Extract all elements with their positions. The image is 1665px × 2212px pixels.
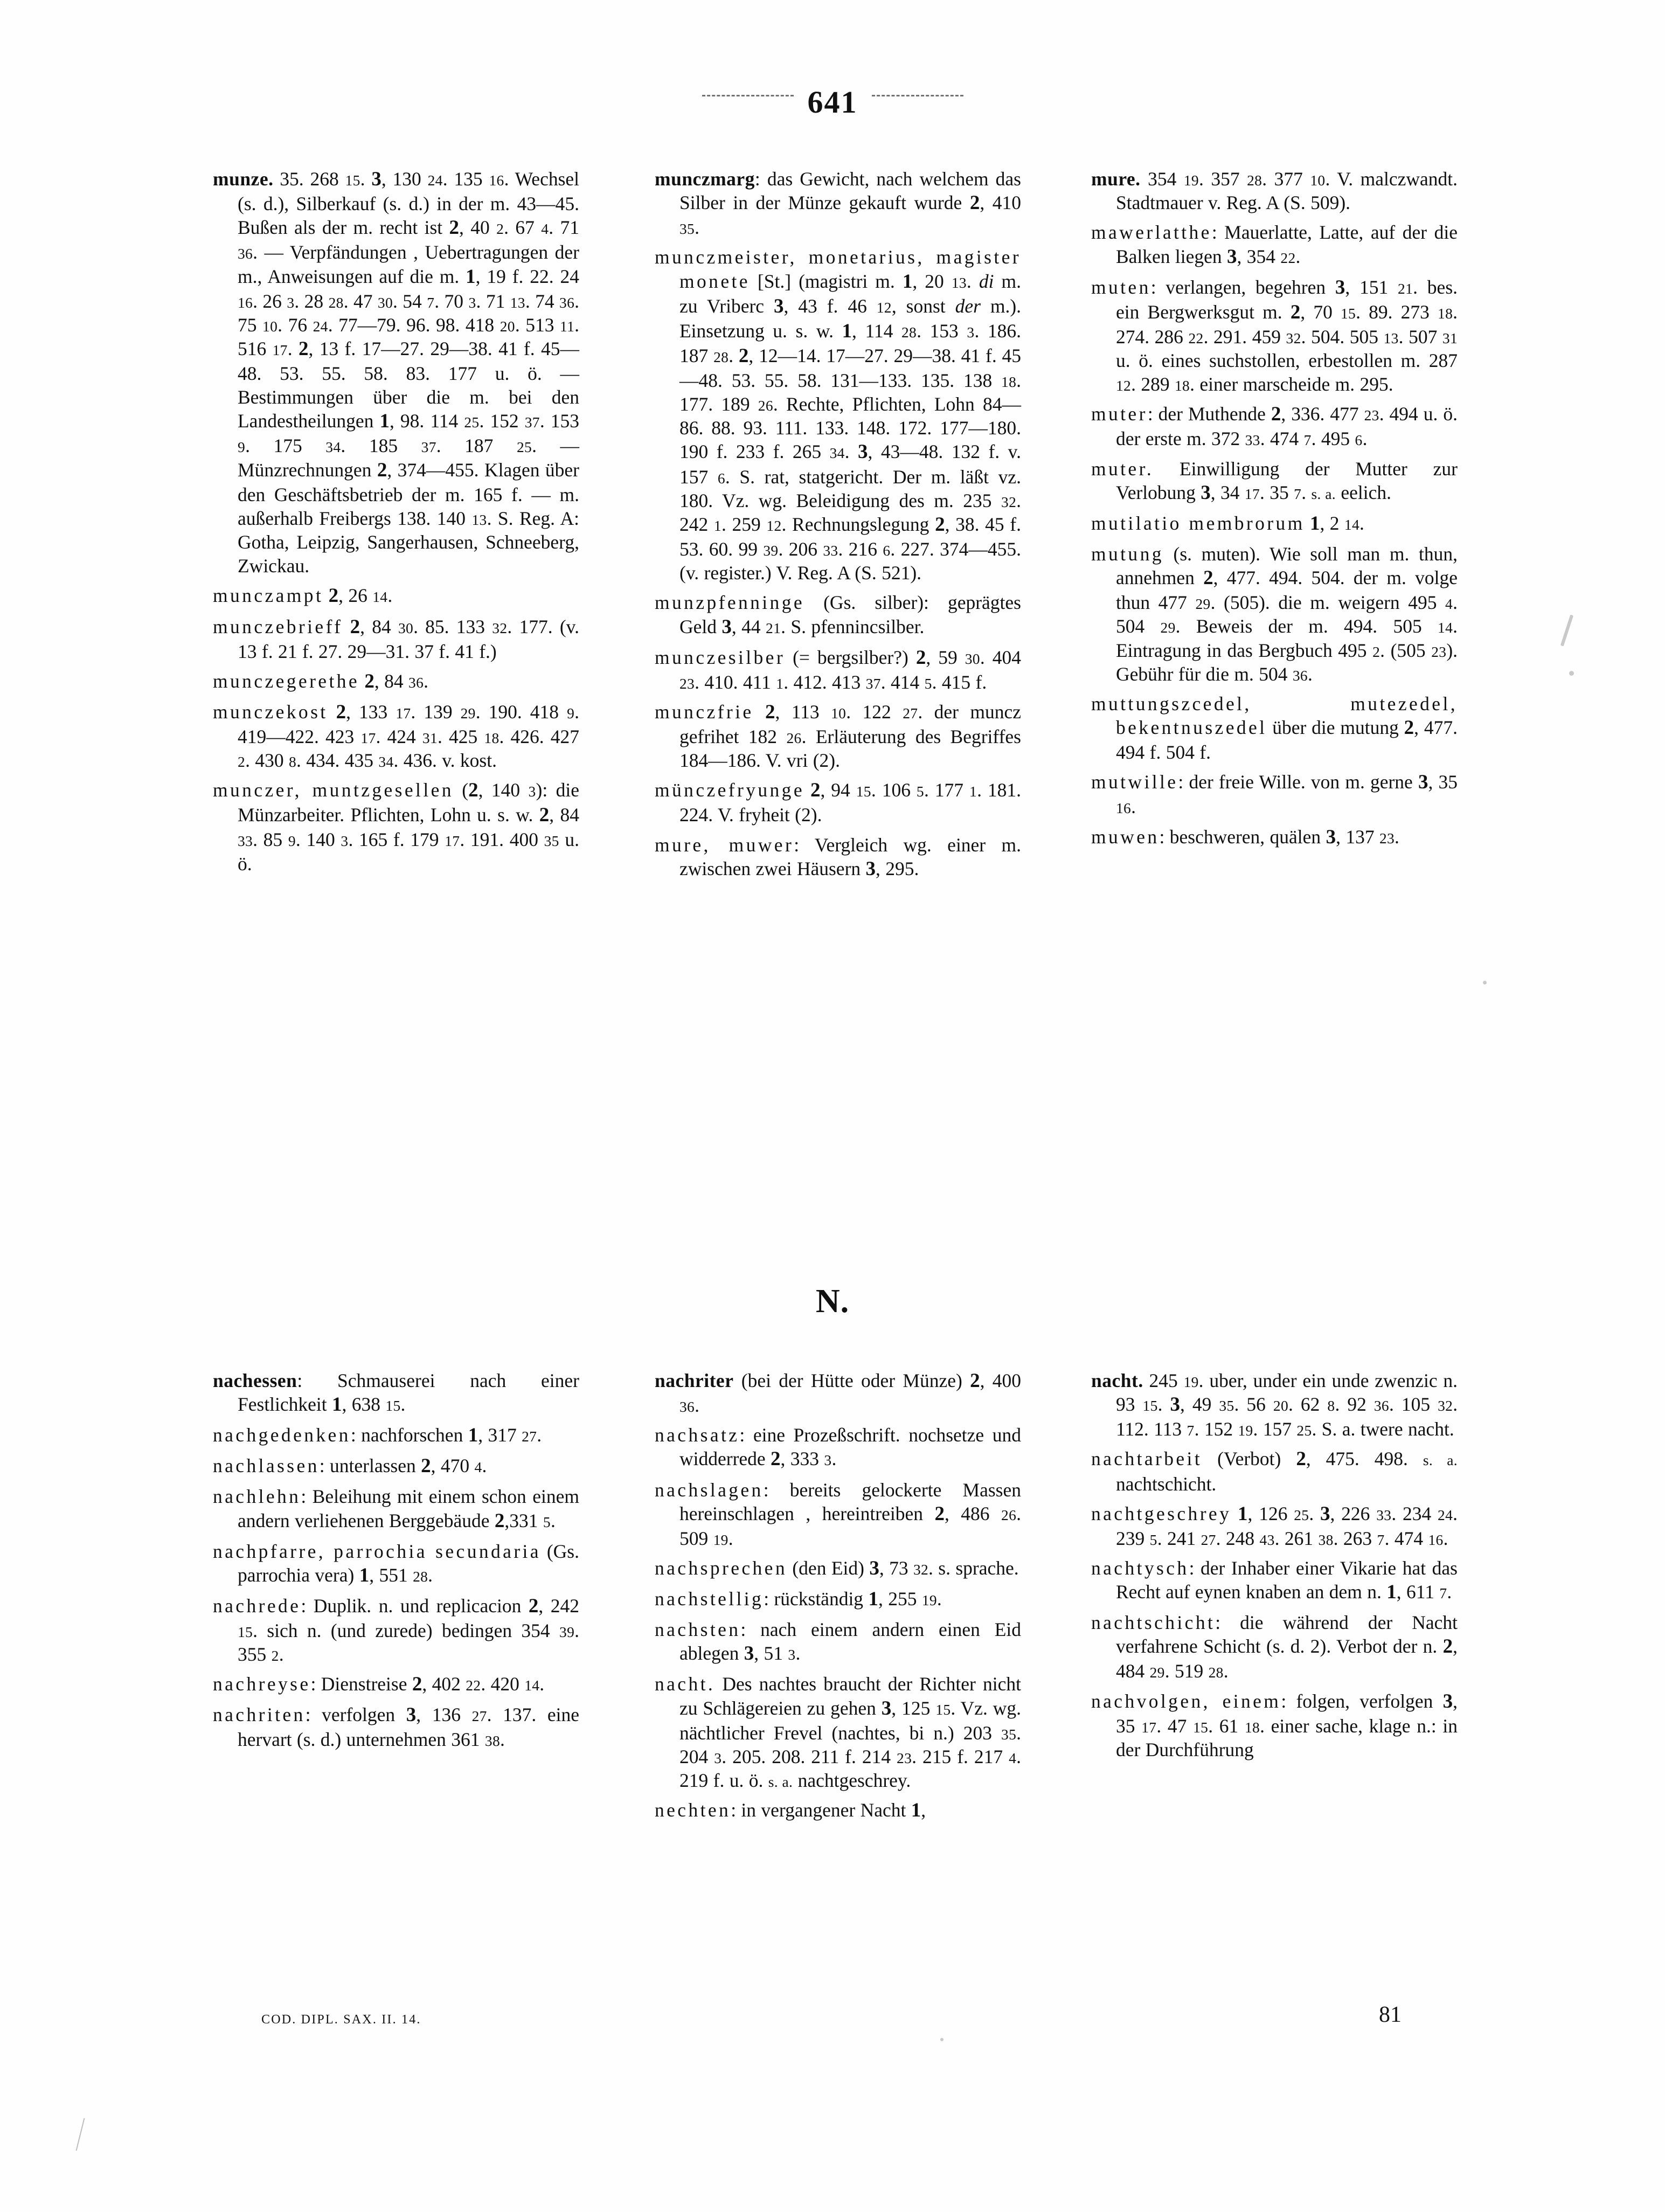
dictionary-entry	[655, 1618, 1021, 1666]
dictionary-entry	[1091, 275, 1458, 397]
entry-references: 2, 84 36.	[364, 670, 429, 692]
dictionary-entry	[213, 1594, 579, 1666]
dictionary-entry	[655, 646, 1021, 694]
entry-references: 2, 94 15. 106 5. 177 1. 181. 224. V. fryheit (2).	[679, 779, 1022, 826]
entry-headword: nachsten	[655, 1619, 741, 1641]
dictionary-entry	[655, 700, 1021, 772]
scan-speck	[1569, 671, 1574, 676]
entry-headword: muter	[1091, 403, 1148, 425]
entry-headword: nachtschicht	[1091, 1612, 1216, 1634]
section-letter-heading: N.	[815, 1283, 850, 1320]
entry-headword: nachessen	[213, 1370, 297, 1391]
column-3	[1091, 167, 1458, 850]
dictionary-entry	[213, 1672, 579, 1697]
entry-references: : Schmauserei nach einer Festlichkeit 1, 638 15.	[238, 1370, 579, 1416]
entry-references: : die während der Nacht verfahrene Schicht (s. d. 2). Verbot der n. 2, 484 29. 519 28.	[1116, 1612, 1458, 1682]
dictionary-entry	[655, 1798, 1021, 1823]
dictionary-entry	[1091, 511, 1458, 536]
entry-headword: munczesilber	[655, 646, 786, 668]
entry-references: (= bergsilber?) 2, 59 30. 404 23. 410. 411 1. 412. 413 37. 414 5. 415 f.	[679, 646, 1021, 693]
entry-references: 245 19. uber, under ein unde zwenzic n. 93 15. 3, 49 35. 56 20. 62 8. 92 36. 105 32. 112. 113 7. 152 19. 157 25. S. a. twere nacht.	[1116, 1370, 1458, 1440]
entry-references: 2, 84 30. 85. 133 32. 177. (v. 13 f. 21 f. 27. 29—31. 37 f. 41 f.)	[238, 615, 579, 662]
entry-references: : der freie Wille. von m. gerne 3, 35 16.	[1116, 771, 1458, 818]
entry-headword: nachstellig	[655, 1588, 764, 1610]
entry-references: : nachforschen 1, 317 27.	[350, 1424, 542, 1447]
entry-references: : der Muthende 2, 336. 477 23. 494 u. ö. der erste m. 372 33. 474 7. 495 6.	[1116, 403, 1458, 450]
entry-references: : Duplik. n. und replicacion 2, 242 15. sich n. (und zurede) bedingen 354 39. 355 2.	[238, 1594, 579, 1666]
dictionary-entry	[655, 245, 1021, 585]
head-rule-right	[872, 95, 963, 96]
page-number: 641	[807, 85, 858, 120]
entry-headword: munczebrieff	[213, 615, 343, 637]
entry-headword: nachreyse	[213, 1673, 311, 1695]
entry-headword: nachsprechen	[655, 1557, 787, 1579]
dictionary-entry	[655, 833, 1021, 882]
scan-speck	[1560, 615, 1573, 647]
entry-headword: nacht.	[1091, 1370, 1143, 1391]
folio-number: 81	[1379, 2002, 1402, 2027]
entry-headword: nachtarbeit	[1091, 1448, 1203, 1470]
entry-references: : der Inhaber einer Vikarie hat das Recht auf eynen knaben an dem n. 1, 611 7.	[1116, 1557, 1458, 1604]
entry-references: : Dienstreise 2, 402 22. 420 14.	[310, 1673, 545, 1696]
entry-headword: mure, muwer	[655, 834, 794, 856]
dictionary-entry	[1091, 1502, 1458, 1550]
head-rule-left	[702, 95, 794, 96]
entry-headword: nachgedenken	[213, 1424, 351, 1446]
entry-references: 2, 133 17. 139 29. 190. 418 9. 419—422. 423 17. 424 31. 425 18. 426. 427 2. 430 8. 434. 435 34. 436. v. kost.	[238, 701, 580, 772]
entry-references: : verfolgen 3, 136 27. 137. eine hervart (s. d.) unternehmen 361 38.	[238, 1704, 579, 1751]
entry-references: 2, 26 14.	[328, 585, 393, 607]
entry-headword: munczfrie	[655, 701, 754, 723]
entry-headword: muten	[1091, 276, 1151, 298]
scan-hairline	[76, 2118, 85, 2151]
entry-headword: munze.	[213, 168, 274, 190]
entry-references: (bei der Hütte oder Münze) 2, 400 36.	[679, 1370, 1021, 1417]
entry-headword: mutilatio membrorum	[1091, 512, 1305, 534]
colophon: COD. DIPL. SAX. II. 14.	[261, 2013, 421, 2027]
dictionary-entry	[213, 778, 579, 876]
entry-references: : in vergangener Nacht 1,	[731, 1799, 926, 1822]
dictionary-entry	[1091, 770, 1458, 819]
entry-headword: münczefryunge	[655, 779, 804, 801]
entry-references: : eine Prozeßschrift. nochsetze und widderrede 2, 333 3.	[679, 1424, 1021, 1471]
entry-references: (s. muten). Wie soll man m. thun, annehmen 2, 477. 494. 504. der m. volge thun 477 29. (505). die m. weigern 495 4. 504 29. Beweis der m. 494. 505 14. Eintragung in das Bergbuch 495 2. (505 23). Gebühr für die m. 504 36.	[1116, 543, 1458, 685]
entry-headword: munczampt	[213, 585, 324, 607]
dictionary-entry	[655, 1587, 1021, 1612]
entry-headword: nachpfarre, parrochia secundaria	[213, 1540, 541, 1562]
dictionary-entry	[213, 615, 579, 663]
entry-headword: nachriter	[655, 1370, 734, 1391]
entry-references: : nach einem andern einen Eid ablegen 3, 51 3.	[679, 1619, 1021, 1665]
entry-headword: muter.	[1091, 457, 1154, 480]
entry-references: 35. 268 15. 3, 130 24. 135 16. Wechsel (s. d.), Silberkauf (s. d.) in der m. 43—45. Bußen als der m. recht ist 2, 40 2. 67 4. 71 36. — Verpfändungen , Uebertragungen der m., Anweisungen auf die m. 1, 19 f. 22. 24 16. 26 3. 28 28. 47 30. 54 7. 70 3. 71 13. 74 36. 75 10. 76 24. 77—79. 96. 98. 418 20. 513 11. 516 17. 2, 13 f. 17—27. 29—38. 41 f. 45—48. 53. 55. 58. 83. 177 u. ö. — Bestimmungen über die m. bei den Landestheilungen 1, 98. 114 25. 152 37. 153 9. 175 34. 185 37. 187 25. — Münzrechnungen 2, 374—455. Klagen über den Geschäftsbetrieb der m. 165 f. — m. außerhalb Freibergs 138. 140 13. S. Reg. A: Gotha, Leipzig, Sangerhausen, Schneeberg, Zwickau.	[238, 168, 580, 577]
dictionary-entry	[213, 1485, 579, 1533]
dictionary-entry	[1091, 542, 1458, 686]
entry-headword: mawerlatthe	[1091, 221, 1212, 244]
entry-headword: nachtgeschrey	[1091, 1502, 1232, 1524]
entry-references: 2, 113 10. 122 27. der muncz gefrihet 182 26. Erläuterung des Begriffes 184—186. V. vri (2).	[679, 701, 1021, 772]
entry-headword: munczmeister, monetarius, magister monete	[655, 246, 1021, 292]
entry-headword: nacht.	[655, 1673, 716, 1695]
column-1	[213, 167, 579, 876]
dictionary-entry	[1091, 1447, 1458, 1495]
column-4	[213, 1369, 579, 1752]
dictionary-entry	[213, 1454, 579, 1479]
dictionary-entry	[1091, 220, 1458, 269]
entry-references: : rückständig 1, 255 19.	[764, 1588, 942, 1610]
column-6	[1091, 1369, 1458, 1762]
entry-references: Einwilligung der Mutter zur Verlobung 3, 34 17. 35 7. s. a. eelich.	[1116, 457, 1458, 504]
entry-headword: mutung	[1091, 543, 1164, 565]
entry-references: : bereits gelockerte Massen hereinschlagen , hereintreiben 2, 486 26. 509 19.	[679, 1479, 1022, 1549]
entry-headword: munzpfenninge	[655, 592, 805, 614]
entry-headword: munczegerethe	[213, 670, 360, 692]
dictionary-entry	[213, 1703, 579, 1751]
dictionary-entry	[655, 1423, 1021, 1472]
entry-headword: nechten	[655, 1799, 731, 1821]
entry-headword: muttungszcedel, mutezedel, bekentnuszedel	[1091, 692, 1458, 739]
dictionary-entry	[1091, 1689, 1458, 1762]
running-head	[0, 81, 1665, 120]
entry-headword: nachsatz	[655, 1424, 740, 1446]
dictionary-entry	[1091, 1369, 1458, 1441]
dictionary-entry	[655, 778, 1021, 827]
entry-headword: muwen	[1091, 826, 1160, 848]
entry-references: über die mutung 2, 477. 494 f. 504 f.	[1116, 717, 1458, 764]
dictionary-entry	[1091, 402, 1458, 450]
dictionary-entry	[655, 1672, 1021, 1792]
scan-speck	[940, 2038, 944, 2041]
entry-headword: nachtysch	[1091, 1557, 1189, 1579]
dictionary-entry	[213, 669, 579, 694]
entry-references: : Vergleich wg. einer m. zwischen zwei Häusern 3, 295.	[679, 834, 1021, 880]
entry-headword: nachriten	[213, 1704, 306, 1726]
dictionary-entry	[655, 591, 1021, 639]
entry-references: : das Gewicht, nach welchem das Silber in der Münze gekauft wurde 2, 410 35.	[679, 168, 1022, 239]
entry-headword: munczmarg	[655, 168, 755, 190]
dictionary-entry	[1091, 1556, 1458, 1605]
entry-references: 1, 2 14.	[1310, 512, 1364, 535]
dictionary-entry	[213, 1540, 579, 1588]
dictionary-entry	[213, 167, 579, 578]
dictionary-entry	[213, 1423, 579, 1448]
entry-headword: nachlassen	[213, 1455, 320, 1477]
entry-references: : Mauerlatte, Latte, auf der die Balken liegen 3, 354 22.	[1116, 221, 1458, 268]
dictionary-entry	[655, 167, 1021, 239]
entry-headword: nachvolgen, einem	[1091, 1690, 1281, 1712]
dictionary-entry	[213, 1369, 579, 1417]
scan-speck	[1483, 981, 1487, 984]
entry-headword: mure.	[1091, 168, 1141, 190]
dictionary-entry	[1091, 457, 1458, 505]
entry-headword: nachslagen	[655, 1479, 764, 1501]
entry-references: : verlangen, begehren 3, 151 21. bes. ein Bergwerksgut m. 2, 70 15. 89. 273 18. 274. 286 22. 291. 459 32. 504. 505 13. 507 31 u. ö. eines suchstollen, erbestollen m. 287 12. 289 18. einer marscheide m. 295.	[1116, 276, 1458, 396]
column-2	[655, 167, 1021, 882]
dictionary-entry	[655, 1369, 1021, 1417]
entry-references: (Gs. silber): geprägtes Geld 3, 44 21. S. pfennincsilber.	[679, 592, 1021, 638]
dictionary-entry	[1091, 167, 1458, 214]
dictionary-entry	[655, 1478, 1021, 1550]
dictionary-entry	[1091, 825, 1458, 850]
entry-references: : folgen, verfolgen 3, 35 17. 47 15. 61 18. einer sache, klage n.: in der Durchführung	[1116, 1690, 1458, 1760]
entry-references: (Gs. parrochia vera) 1, 551 28.	[238, 1540, 579, 1586]
dictionary-entry	[213, 700, 579, 772]
entry-references: 1, 126 25. 3, 226 33. 234 24. 239 5. 241 27. 248 43. 261 38. 263 7. 474 16.	[1116, 1502, 1458, 1549]
entry-headword: nachlehn	[213, 1486, 301, 1508]
entry-references: (2, 140 3): die Münzarbeiter. Pflichten, Lohn u. s. w. 2, 84 33. 85 9. 140 3. 165 f. 179 17. 191. 400 35 u. ö.	[238, 779, 580, 875]
entry-references: : Beleihung mit einem schon einem andern verliehenen Berggebäude 2,331 5.	[238, 1486, 579, 1532]
dictionary-entry	[655, 1556, 1021, 1581]
dictionary-entry	[213, 584, 579, 608]
entry-references: (Verbot) 2, 475. 498. s. a. nachtschicht.	[1116, 1448, 1458, 1495]
entry-headword: nachrede	[213, 1594, 301, 1617]
column-5	[655, 1369, 1021, 1823]
entry-headword: mutwille	[1091, 771, 1178, 793]
entry-references: [St.] (magistri m. 1, 20 13. di m. zu Vriberc 3, 43 f. 46 12, sonst der m.). Einsetzung u. s. w. 1, 114 28. 153 3. 186. 187 28. 2, 12—14. 17—27. 29—38. 41 f. 45—48. 53. 55. 58. 131—133. 135. 138 18. 177. 189 26. Rechte, Pflichten, Lohn 84—86. 88. 93. 111. 133. 148. 172. 177—180. 190 f. 233 f. 265 34. 3, 43—48. 132 f. v. 157 6. S. rat, statgericht. Der m. läßt vz. 180. Vz. wg. Beleidigung des m. 235 32. 242 1. 259 12. Rechnungslegung 2, 38. 45 f. 53. 60. 99 39. 206 33. 216 6. 227. 374—455. (v. register.) V. Reg. A (S. 521).	[679, 270, 1022, 584]
entry-references: Des nachtes braucht der Richter nicht zu Schlägereien zu gehen 3, 125 15. Vz. wg. nächtlicher Frevel (nachtes, bi n.) 203 35. 204 3. 205. 208. 211 f. 214 23. 215 f. 217 4. 219 f. u. ö. s. a. nachtgeschrey.	[679, 1673, 1022, 1791]
entry-headword: munczekost	[213, 701, 328, 723]
entry-headword: munczer, muntzgesellen	[213, 779, 454, 801]
entry-references: 354 19. 357 28. 377 10. V. malczwandt. Stadtmauer v. Reg. A (S. 509).	[1116, 168, 1458, 214]
entry-references: : unterlassen 2, 470 4.	[319, 1455, 487, 1478]
entry-references: : beschweren, quälen 3, 137 23.	[1159, 826, 1399, 848]
dictionary-entry	[1091, 692, 1458, 764]
dictionary-entry	[1091, 1611, 1458, 1683]
entry-references: (den Eid) 3, 73 32. s. sprache.	[787, 1557, 1019, 1579]
